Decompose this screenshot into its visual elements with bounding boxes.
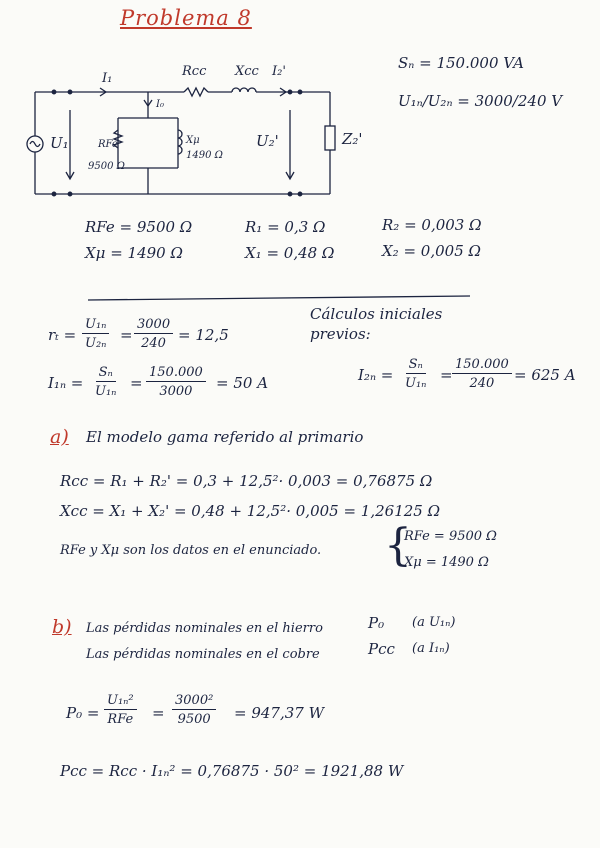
i2n-fraction-2 bbox=[452, 358, 512, 390]
part-a-note: RFe y Xμ son los datos en el enunciado. bbox=[60, 543, 322, 558]
pcc-equation: Pcc = Rcc · I₁ₙ² = 0,76875 · 50² = 1921,88 W bbox=[60, 762, 404, 780]
p0-condition: (a U₁ₙ) bbox=[412, 615, 456, 630]
param-x2: X₂ = 0,005 Ω bbox=[382, 242, 481, 260]
p0-fraction-1 bbox=[104, 694, 137, 726]
p0-den-1: RFe bbox=[107, 712, 134, 727]
rated-power: Sₙ = 150.000 VA bbox=[398, 54, 524, 72]
p0-lhs: P₀ = bbox=[66, 704, 100, 722]
part-a-label: a) bbox=[50, 426, 69, 448]
label-xu-value: 1490 Ω bbox=[186, 150, 223, 161]
i2n-fraction-1 bbox=[402, 358, 429, 390]
i1n-num-2: 150.000 bbox=[146, 366, 206, 382]
i2n-result: = 625 A bbox=[514, 366, 576, 384]
label-rfe: RFe bbox=[98, 139, 118, 150]
p0-equals: = bbox=[152, 704, 165, 722]
voltage-ratio: U₁ₙ/U₂ₙ = 3000/240 V bbox=[398, 92, 563, 110]
part-a-heading: El modelo gama referido al primario bbox=[86, 428, 364, 446]
pcc-condition: (a I₁ₙ) bbox=[412, 641, 450, 656]
i1n-num-1: Sₙ bbox=[96, 366, 116, 382]
i2n-lhs: I₂ₙ = bbox=[358, 366, 394, 384]
rt-fraction-2 bbox=[134, 318, 173, 350]
label-u1: U₁ bbox=[50, 134, 69, 152]
p0-fraction-2 bbox=[172, 694, 216, 726]
calc-heading: Cálculos iniciales previos: bbox=[310, 305, 443, 344]
iron-losses-text: Las pérdidas nominales en el hierro bbox=[86, 621, 323, 636]
param-r1: R₁ = 0,3 Ω bbox=[245, 218, 326, 236]
label-z2-prime: Z₂' bbox=[342, 130, 363, 148]
xcc-equation: Xcc = X₁ + X₂' = 0,48 + 12,5²· 0,005 = 1,26125 Ω bbox=[60, 502, 441, 520]
param-xu: Xμ = 1490 Ω bbox=[85, 244, 183, 262]
part-a-rfe: RFe = 9500 Ω bbox=[404, 529, 497, 544]
rt-den-1: U₂ₙ bbox=[85, 336, 107, 351]
rt-lhs: rₜ = bbox=[48, 326, 77, 344]
label-rcc: Rcc bbox=[182, 64, 207, 79]
rt-num-2: 3000 bbox=[134, 318, 173, 334]
label-u2-prime: U₂' bbox=[256, 132, 279, 150]
i1n-den-2: 3000 bbox=[159, 384, 193, 399]
copper-losses-text: Las pérdidas nominales en el cobre bbox=[86, 647, 320, 662]
part-b-label: b) bbox=[52, 616, 72, 638]
i2n-equals: = bbox=[440, 366, 453, 384]
rt-den-2: 240 bbox=[141, 336, 166, 351]
i2n-num-1: Sₙ bbox=[406, 358, 426, 374]
p0-symbol: P₀ bbox=[368, 614, 385, 632]
rcc-equation: Rcc = R₁ + R₂' = 0,3 + 12,5²· 0,003 = 0,76875 Ω bbox=[60, 472, 433, 490]
param-r2: R₂ = 0,003 Ω bbox=[382, 216, 482, 234]
i1n-result: = 50 A bbox=[216, 374, 269, 392]
rt-equals: = bbox=[120, 326, 133, 344]
label-rfe-value: 9500 Ω bbox=[88, 161, 125, 172]
label-i1: I₁ bbox=[102, 71, 113, 86]
i1n-den-1: U₁ₙ bbox=[95, 384, 117, 399]
label-xcc: Xcc bbox=[235, 64, 259, 79]
rt-num-1: U₁ₙ bbox=[82, 318, 109, 334]
rt-fraction-1 bbox=[82, 318, 109, 350]
i2n-den-1: U₁ₙ bbox=[405, 376, 427, 391]
i2n-den-2: 240 bbox=[469, 376, 495, 391]
part-a-xu: Xμ = 1490 Ω bbox=[404, 555, 489, 570]
p0-num-1: U₁ₙ² bbox=[104, 694, 137, 710]
p0-result: = 947,37 W bbox=[234, 704, 325, 722]
param-x1: X₁ = 0,48 Ω bbox=[245, 244, 335, 262]
i1n-fraction-2 bbox=[146, 366, 206, 398]
p0-den-2: 9500 bbox=[177, 712, 211, 727]
label-i2-prime: I₂' bbox=[272, 64, 286, 79]
label-io: I₀ bbox=[156, 99, 164, 110]
label-xu: Xμ bbox=[186, 135, 200, 146]
i1n-equals: = bbox=[130, 374, 143, 392]
i1n-fraction-1 bbox=[92, 366, 119, 398]
i1n-lhs: I₁ₙ = bbox=[48, 374, 84, 392]
rt-result: = 12,5 bbox=[178, 326, 229, 344]
i2n-num-2: 150.000 bbox=[452, 358, 512, 374]
param-rfe: RFe = 9500 Ω bbox=[85, 218, 193, 236]
brace-symbol: { bbox=[384, 520, 412, 571]
pcc-symbol: Pcc bbox=[368, 640, 395, 658]
page-title: Problema 8 bbox=[120, 6, 252, 30]
p0-num-2: 3000² bbox=[172, 694, 216, 710]
